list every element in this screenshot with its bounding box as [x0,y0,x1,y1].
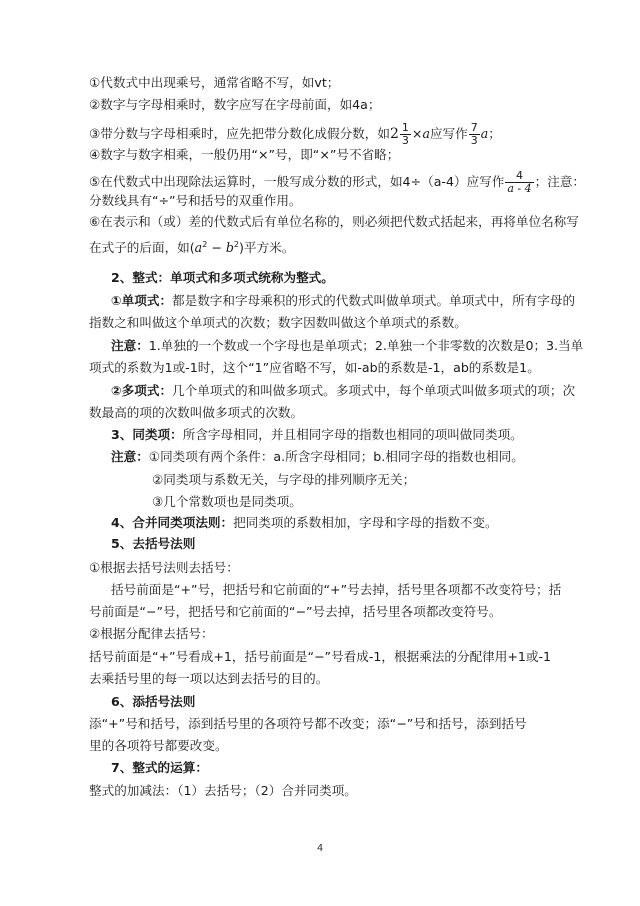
text-segment: ③带分数与字母相乘时，应先把带分数化成假分数，如 [89,126,390,141]
text-line-fraction [89,170,585,195]
note-label: 注意： [111,449,149,464]
text-line-expression [89,237,294,256]
text-segment: )平方米。 [239,240,295,256]
math-variable: a [480,126,489,141]
fraction-numerator: 1 [401,121,409,134]
text-segment: 都是数字和字母乘积的形式的代数式叫做单项式。单项式中，所有字母的 [172,293,576,308]
section-heading: 5、去括号法则 [111,536,196,551]
section-heading: 7、整式的运算： [111,760,208,775]
text-line: 指数之和叫做这个单项式的次数；数字因数叫做这个单项式的系数。 [89,315,467,330]
text-line: 括号前面是“+”号，把括号和它前面的“+”号去掉，括号里各项都不改变符号；括 [111,582,562,597]
text-segment: ⑤在代数式中出现除法运算时，一般写成分数的形式，如4÷（a-4）应写作 [89,174,505,189]
text-line: 分数线具有“÷”号和括号的双重作用。 [89,193,302,208]
text-segment: 所含字母相同，并且相同字母的指数也相同的项叫做同类项。 [182,427,523,442]
fraction-numerator: 4 [505,170,533,183]
text-line-mixed-fraction [89,122,501,147]
text-line: 整式的加减法：（1）去括号；（2）合并同类项。 [89,783,357,798]
text-line: ①根据去括号法则去括号： [89,560,239,575]
text-line: 号前面是“−”号，把括号和它前面的“−”号去掉，括号里各项都改变符号。 [89,604,502,619]
section-heading: 2、整式：单项式和多项式统称为整式。 [111,270,334,285]
math-variable: a [422,126,430,141]
text-segment: 把同类项的系数相加，字母和字母的指数不变。 [233,515,498,530]
text-segment: 几个单项式的和叫做多项式。多项式中，每个单项式叫做多项式的项；次 [172,383,576,398]
section-heading: 3、同类项： [111,427,183,442]
math-integer: 2 [389,126,399,142]
section-heading: 4、合并同类项法则： [111,515,234,530]
text-line [111,293,575,309]
text-line: 里的各项符号都要改变。 [89,738,228,753]
math-fraction [400,122,411,147]
text-line [111,515,498,531]
text-line: 项式的系数为1或-1时，这个“1”应省略不写，如-ab的系数是-1，ab的系数是1。 [89,360,540,375]
text-line: 括号前面是“+”号看成+1，括号前面是“−”号看成-1，根据乘法的分配律用+1或-1 [89,649,552,664]
text-line: 去乘括号里的每一项以达到去括号的目的。 [89,671,329,686]
text-line: ②数字与字母相乘时，数字应写在字母前面，如4a； [89,97,381,112]
fraction-denominator: 3 [470,134,478,147]
fraction-denominator: 3 [401,134,409,147]
term-label: ②多项式： [111,383,173,398]
text-line: ②同类项与系数无关，与字母的排列顺序无关； [152,472,416,487]
math-fraction [469,122,480,147]
text-segment: 1.单独的一个数或一个字母也是单项式；2.单独一个非零数的次数是0；3.当单 [148,338,584,353]
text-line: ③几个常数项也是同类项。 [152,494,302,509]
text-segment: 在式子的后面，如( [89,240,195,256]
fraction-denominator: a - 4 [507,182,532,195]
text-segment: ；注意： [534,174,586,189]
math-fraction [505,170,533,195]
text-line [111,449,524,465]
math-exponent: 2 [202,240,208,249]
note-label: 注意： [111,338,149,353]
text-line [111,383,575,399]
text-line: ④数字与数字相乘，一般仍用“×”号，即“×”号不省略； [89,147,400,162]
text-line: 添“+”号和括号，添到括号里的各项符号都不改变；添“−”号和括号，添到括号 [89,716,527,731]
text-line [111,427,523,443]
text-segment: ； [488,126,501,141]
text-segment: ①同类项有两个条件：a.所含字母相同；b.相同字母的指数也相同。 [148,449,524,464]
term-label: ①单项式： [111,293,173,308]
text-line: 数最高的项的次数叫做多项式的次数。 [89,405,304,420]
page-number: 4 [316,843,324,854]
text-line [111,338,583,354]
math-variable: b [225,240,234,256]
text-line: ①代数式中出现乘号，通常省略不写，如vt； [89,75,340,90]
math-operator: − [207,240,226,256]
text-segment: 应写作 [429,126,468,141]
text-line: ⑥在表示和（或）差的代数式后有单位名称的，则必须把代数式括起来，再将单位名称写 [89,214,579,229]
math-exponent: 2 [233,240,239,249]
fraction-numerator: 7 [470,121,478,134]
math-variable: a [194,240,203,256]
math-operator: × [411,126,423,141]
section-heading: 6、添括号法则 [111,694,196,709]
text-line: ②根据分配律去括号： [89,626,214,641]
